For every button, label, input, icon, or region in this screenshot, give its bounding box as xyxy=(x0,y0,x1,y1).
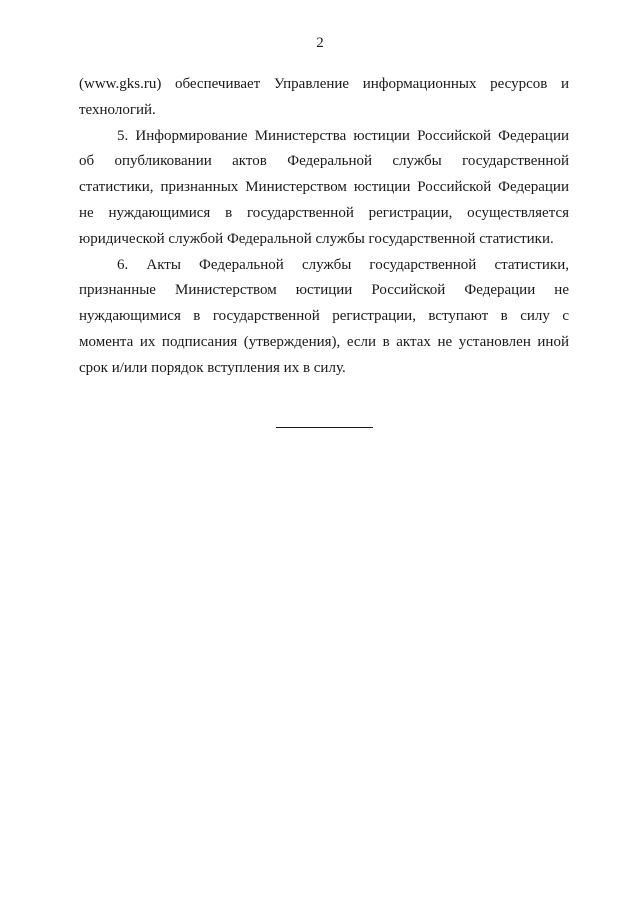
paragraph-item-5 xyxy=(79,124,569,253)
document-body xyxy=(79,72,569,382)
text-line: (www.gks.ru) обеспечивает Управление информационных ресурсов и xyxy=(79,76,569,92)
text-line: нуждающимися в государственной регистрации, вступают в силу с xyxy=(79,308,569,325)
page-number: 2 xyxy=(316,35,324,51)
paragraph-item-6 xyxy=(79,253,569,382)
text-line: момента их подписания (утверждения), если в актах не установлен иной xyxy=(79,333,569,350)
text-line: юридической службой Федеральной службы государственной статистики. xyxy=(79,230,554,247)
paragraph-continuation xyxy=(79,72,569,124)
text-line: технологий. xyxy=(79,101,156,118)
text-line: признанные Министерством юстиции Российской Федерации не xyxy=(79,282,569,299)
text-line: не нуждающимися в государственной регистрации, осуществляется xyxy=(79,204,569,221)
end-of-document-rule xyxy=(276,427,373,428)
text-line: 6. Акты Федеральной службы государственной статистики, xyxy=(117,256,569,273)
text-line: 5. Информирование Министерства юстиции Российской Федерации xyxy=(117,127,569,144)
text-line: статистики, признанных Министерством юстиции Российской Федерации xyxy=(79,179,569,196)
text-line: срок и/или порядок вступления их в силу. xyxy=(79,359,346,376)
text-line: об опубликовании актов Федеральной службы государственной xyxy=(79,153,569,170)
